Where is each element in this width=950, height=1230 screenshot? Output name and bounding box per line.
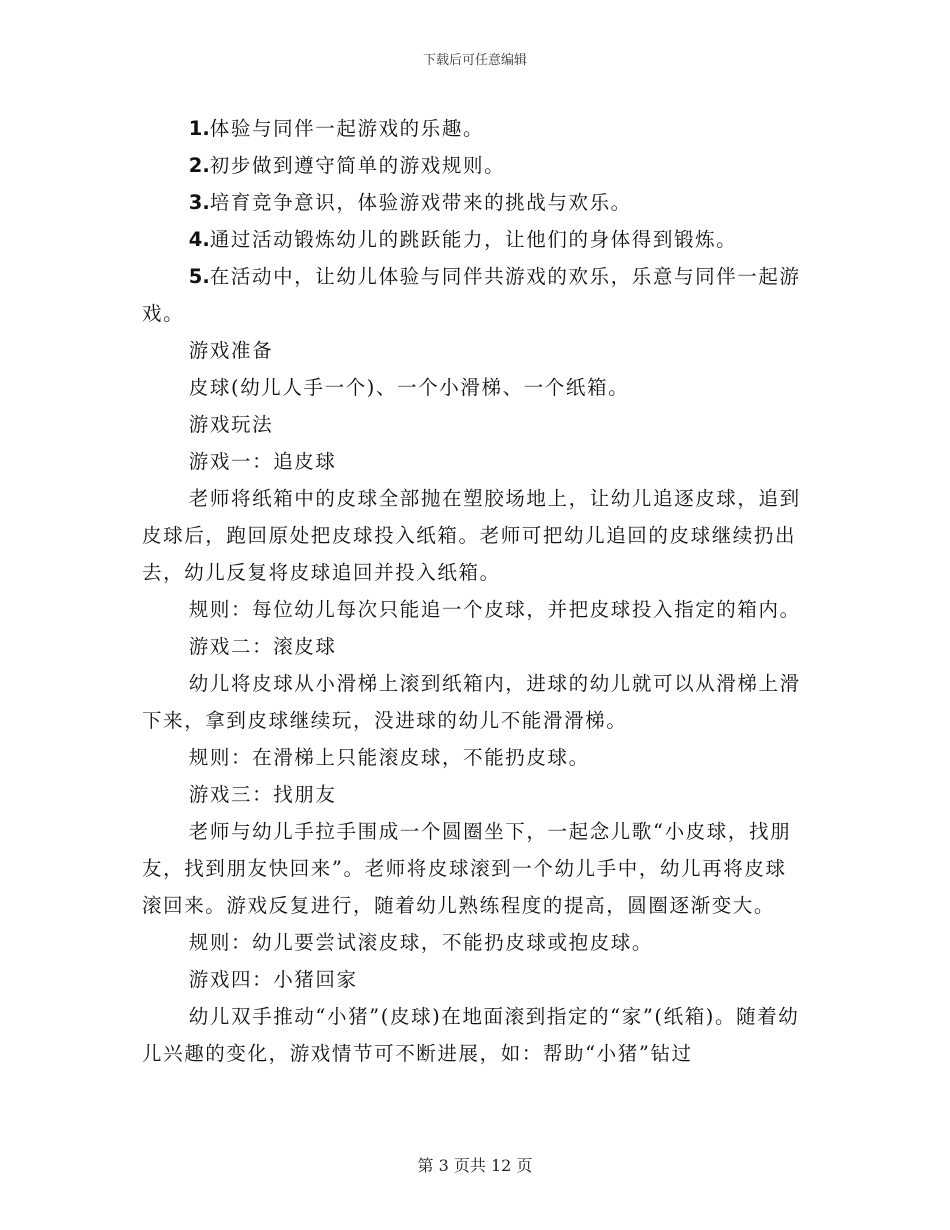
game2-title: 游戏二：滚皮球 <box>188 635 337 658</box>
objective-item <box>142 110 807 147</box>
objective-text: 初步做到遵守简单的游戏规则。 <box>209 154 506 177</box>
objective-item <box>142 147 807 184</box>
game3-rule: 规则：幼儿要尝试滚皮球，不能扔皮球或抱皮球。 <box>188 931 653 954</box>
section-heading-gameplay: 游戏玩法 <box>188 413 274 436</box>
objective-number: 3. <box>188 191 210 214</box>
game3-title: 游戏三：找朋友 <box>188 783 337 806</box>
game1-title: 游戏一：追皮球 <box>188 450 337 473</box>
objective-text: 在活动中，让幼儿体验与同伴共游戏的欢乐，乐意与同伴一起游戏。 <box>142 265 801 325</box>
game2-description: 幼儿将皮球从小滑梯上滚到纸箱内，进球的幼儿就可以从滑梯上滑下来，拿到皮球继续玩，没进球的幼儿不能滑滑梯。 <box>142 672 801 732</box>
page-header: 下载后可任意编辑 <box>422 53 527 68</box>
game2-rule: 规则：在滑梯上只能滚皮球，不能扔皮球。 <box>188 746 590 769</box>
objective-number: 1. <box>188 117 210 140</box>
game1-description: 老师将纸箱中的皮球全部抛在塑胶场地上，让幼儿追逐皮球，追到皮球后，跑回原处把皮球投入纸箱。老师可把幼儿追回的皮球继续扔出去，幼儿反复将皮球追回并投入纸箱。 <box>142 487 801 584</box>
objective-number: 5. <box>188 265 210 288</box>
document-body <box>142 110 807 1072</box>
preparation-text: 皮球(幼儿人手一个)、一个小滑梯、一个纸箱。 <box>188 376 630 399</box>
game1-rule: 规则：每位幼儿每次只能追一个皮球，并把皮球投入指定的箱内。 <box>188 598 801 621</box>
game3-description: 老师与幼儿手拉手围成一个圆圈坐下，一起念儿歌“小皮球，找朋友，找到朋友快回来”。老师将皮球滚到一个幼儿手中，幼儿再将皮球滚回来。游戏反复进行，随着幼儿熟练程度的提高，圆圈逐渐变大。 <box>142 820 792 917</box>
objective-text: 培育竞争意识，体验游戏带来的挑战与欢乐。 <box>209 191 632 214</box>
section-heading-preparation: 游戏准备 <box>188 339 274 362</box>
objective-text: 通过活动锻炼幼儿的跳跃能力，让他们的身体得到锻炼。 <box>209 228 738 251</box>
game4-title: 游戏四：小猪回家 <box>188 968 358 991</box>
objective-number: 2. <box>188 154 210 177</box>
objective-number: 4. <box>188 228 210 251</box>
objective-text: 体验与同伴一起游戏的乐趣。 <box>209 117 485 140</box>
objective-item <box>142 221 807 258</box>
game4-description: 幼儿双手推动“小猪”(皮球)在地面滚到指定的“家”(纸箱)。随着幼儿兴趣的变化，游戏情节可不断进展，如：帮助“小猪”钻过 <box>142 1005 800 1065</box>
page-footer: 第 3 页共 12 页 <box>417 1156 533 1175</box>
objective-item <box>142 184 807 221</box>
objective-item <box>142 258 807 332</box>
